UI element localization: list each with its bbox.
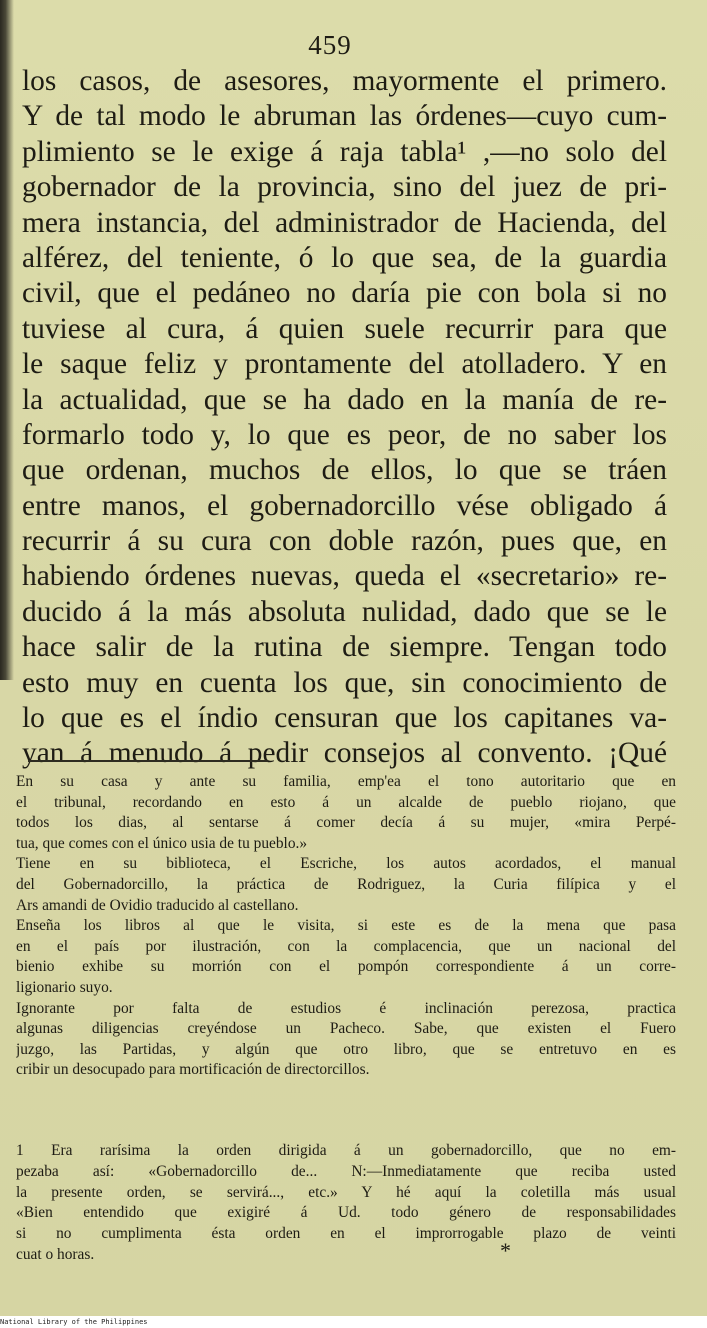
footnote-line: «Bien entendido que exigiré á Ud. todo género de responsabilidades [16,1204,676,1222]
text-line: yan á menudo á pedir consejos al convento. ¡Qué [22,737,667,770]
text-line: plimiento se le exige á raja tabla¹ ,—no solo del [22,135,667,168]
note-line: bienio exhibe su morrión con el pompón correspondiente á un corre- [16,958,676,976]
text-line: entre manos, el gobernadorcillo vése obligado á [22,489,667,522]
asterisk-mark: * [500,1238,511,1263]
text-line: hace salir de la rutina de siempre. Tengan todo [22,631,667,664]
footnote-line: pezaba así: «Gobernadorcillo de... N:—Inmediatamente que reciba usted [16,1162,676,1180]
note-line: Tiene en su biblioteca, el Escriche, los autos acordados, el manual [16,855,676,873]
note-line: todos los dias, al sentarse á comer decía á su mujer, «mira Perpé- [16,814,676,832]
footnote-block [16,1141,676,1266]
note-line: Ignorante por falta de estudios é inclinación perezosa, practica [16,999,676,1017]
text-line: ducido á la más absoluta nulidad, dado que se le [22,595,667,628]
main-text [22,64,667,772]
text-line: que ordenan, muchos de ellos, lo que se tráen [22,454,667,487]
library-credit: National Library of the Philippines [0,1316,152,1328]
text-line: tuviese al cura, á quien suele recurrir para que [22,312,667,345]
text-line: lo que es el índio censuran que los capitanes va- [22,702,667,735]
note-line: del Gobernadorcillo, la práctica de Rodriguez, la Curia filípica y el [16,875,676,893]
text-line: la actualidad, que se ha dado en la manía de re- [22,383,667,416]
binding-shadow [0,0,14,680]
text-line: le saque feliz y prontamente del atolladero. Y en [22,348,667,381]
note-line: Enseña los libros al que le visita, si este es de la mena que pasa [16,917,676,935]
note-line: En su casa y ante su familia, emp'ea el tono autoritario que en [16,773,676,790]
text-line: civil, que el pedáneo no daría pie con bola si no [22,277,667,310]
footnote-line: si no cumplimenta ésta orden en el improrrogable plazo de veinti [16,1225,676,1243]
text-line: recurrir á su cura con doble razón, pues que, en [22,525,667,558]
note-line: cribir un desocupado para mortificación de directorcillos. [16,1061,370,1079]
footnote-line: cuat o horas. [16,1245,95,1263]
notes-block [16,772,676,1081]
footnote-line: 1 Era rarísima la orden dirigida á un gobernadorcillo, que no em- [16,1142,676,1159]
note-line: ligionario suyo. [16,978,113,996]
text-line: alférez, del teniente, ó lo que sea, de la guardia [22,241,667,274]
text-line: los casos, de asesores, mayormente el primero. [22,65,667,97]
text-line: habiendo órdenes nuevas, queda el «secretario» re- [22,560,667,593]
note-line: juzgo, las Partidas, y algún que otro libro, que se entretuvo en es [16,1040,676,1058]
note-line: algunas diligencias creyéndose un Pacheco. Sabe, que existen el Fuero [16,1020,676,1038]
footnote-line: la presente orden, se servirá..., etc.» Y hé aquí la coletilla más usual [16,1183,676,1201]
text-line: gobernador de la provincia, sino del juez de pri- [22,171,667,204]
footnote-divider [28,760,268,762]
note-line: tua, que comes con el único usia de tu pueblo.» [16,834,308,852]
page-number: 459 [308,30,352,60]
note-line: Ars amandi de Ovidio traducido al castellano. [16,896,299,914]
note-line: en el país por ilustración, con la complacencia, que un nacional del [16,937,676,955]
text-line: mera instancia, del administrador de Hacienda, del [22,206,667,239]
text-line: formarlo todo y, lo que es peor, de no saber los [22,418,667,451]
note-line: el tribunal, recordando en esto á un alcalde de pueblo riojano, que [16,793,676,811]
text-line: esto muy en cuenta los que, sin conocimiento de [22,666,667,699]
text-line: Y de tal modo le abruman las órdenes—cuyo cum- [22,100,667,133]
